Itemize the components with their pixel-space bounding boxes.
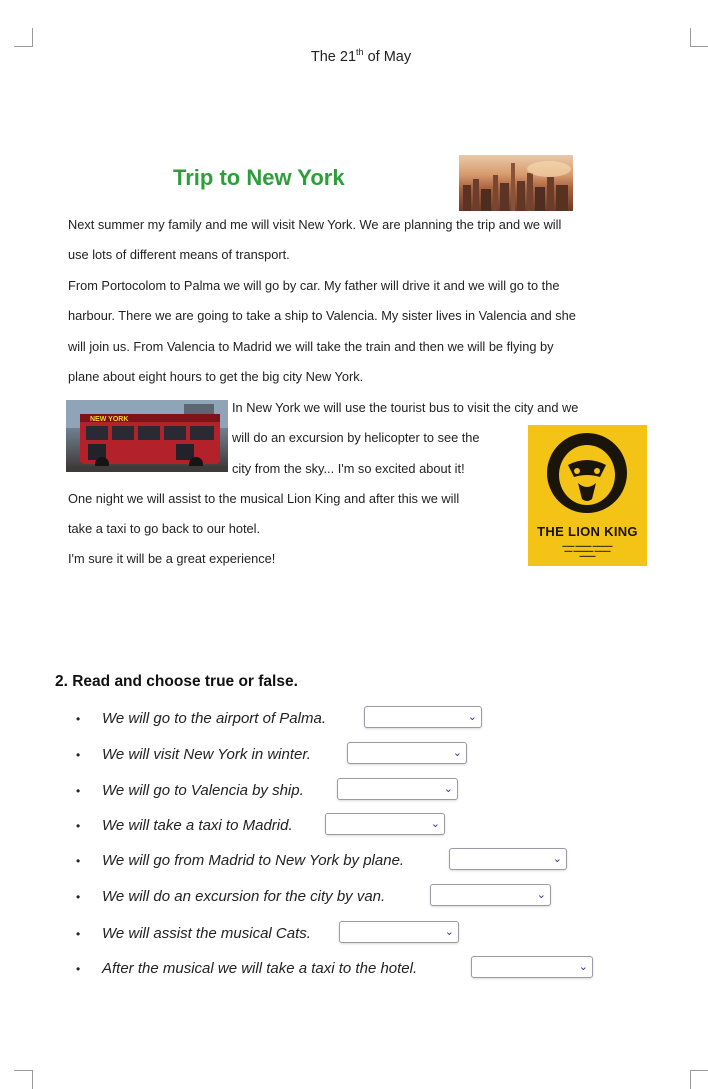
chevron-down-icon: ⌄ [578, 961, 588, 973]
page-corner-bottom-left [14, 1070, 33, 1089]
true-false-dropdown[interactable] [339, 921, 459, 943]
true-false-dropdown[interactable] [347, 742, 467, 764]
page-corner-bottom-right [690, 1070, 708, 1089]
page-title: Trip to New York [173, 165, 345, 190]
bullet: • [76, 962, 81, 976]
bullet: • [76, 748, 81, 762]
question-row [0, 921, 708, 947]
page-corner-top-right [690, 28, 708, 47]
question-row [0, 813, 708, 839]
true-false-dropdown[interactable] [364, 706, 482, 728]
paragraph-line: In New York we will use the tourist bus to visit the city and we [232, 400, 579, 415]
bullet: • [76, 784, 81, 798]
true-false-dropdown[interactable] [449, 848, 567, 870]
question-row [0, 884, 708, 910]
question-text: We will go to Valencia by ship. [102, 782, 304, 799]
paragraph-line: harbour. There we are going to take a ship to Valencia. My sister lives in Valencia and she [68, 308, 576, 323]
paragraph-line: will do an excursion by helicopter to see the [232, 430, 480, 445]
paragraph-line: use lots of different means of transport. [68, 247, 290, 262]
question-row [0, 956, 708, 982]
chevron-down-icon: ⌄ [444, 926, 454, 938]
question-text: We will assist the musical Cats. [102, 925, 311, 942]
chevron-down-icon: ⌄ [552, 853, 562, 865]
question-text: After the musical we will take a taxi to the hotel. [102, 960, 418, 977]
paragraph-line: I'm sure it will be a great experience! [68, 551, 276, 566]
question-row [0, 848, 708, 874]
chevron-down-icon: ⌄ [452, 747, 462, 759]
exercise-heading: 2. Read and choose true or false. [55, 673, 298, 690]
question-row [0, 706, 708, 732]
question-text: We will visit New York in winter. [102, 746, 311, 763]
chevron-down-icon: ⌄ [430, 818, 440, 830]
bullet: • [76, 819, 81, 833]
lion-king-poster-image [528, 425, 647, 566]
chevron-down-icon: ⌄ [536, 889, 546, 901]
paragraph-line: From Portocolom to Palma we will go by car. My father will drive it and we will go to the [68, 278, 560, 293]
paragraph-line: One night we will assist to the musical Lion King and after this we will [68, 491, 460, 506]
true-false-dropdown[interactable] [337, 778, 458, 800]
question-text: We will go from Madrid to New York by plane. [102, 852, 405, 869]
bullet: • [76, 927, 81, 941]
question-text: We will take a taxi to Madrid. [102, 817, 293, 834]
lion-king-poster-title: THE LION KING [537, 524, 638, 539]
paragraph-line: will join us. From Valencia to Madrid we will take the train and then we will be flying by [68, 339, 554, 354]
lion-king-poster-fineprint: ▬▬▬ ▬▬▬▬ ▬▬▬▬▬ ▬▬ ▬▬▬▬▬ ▬▬▬▬ ▬▬▬▬ [562, 543, 613, 558]
paragraph-line: city from the sky... I'm so excited about it! [232, 461, 465, 476]
page-corner-top-left [14, 28, 33, 47]
page-date: The 21th of May [310, 47, 412, 65]
question-text: We will do an excursion for the city by van. [102, 888, 386, 905]
true-false-dropdown[interactable] [471, 956, 593, 978]
bullet: • [76, 854, 81, 868]
question-text: We will go to the airport of Palma. [102, 710, 326, 727]
true-false-dropdown[interactable] [325, 813, 445, 835]
true-false-dropdown[interactable] [430, 884, 551, 906]
question-row [0, 742, 708, 768]
tourist-bus-image [66, 400, 228, 472]
bullet: • [76, 890, 81, 904]
question-row [0, 778, 708, 804]
bus-sign-text: NEW YORK [90, 416, 129, 423]
paragraph-line: take a taxi to go back to our hotel. [68, 521, 261, 536]
paragraph-line: Next summer my family and me will visit New York. We are planning the trip and we will [68, 217, 562, 232]
paragraph-line: plane about eight hours to get the big city New York. [68, 369, 364, 384]
chevron-down-icon: ⌄ [467, 711, 477, 723]
bullet: • [76, 712, 81, 726]
new-york-skyline-image [459, 155, 573, 211]
chevron-down-icon: ⌄ [443, 783, 453, 795]
